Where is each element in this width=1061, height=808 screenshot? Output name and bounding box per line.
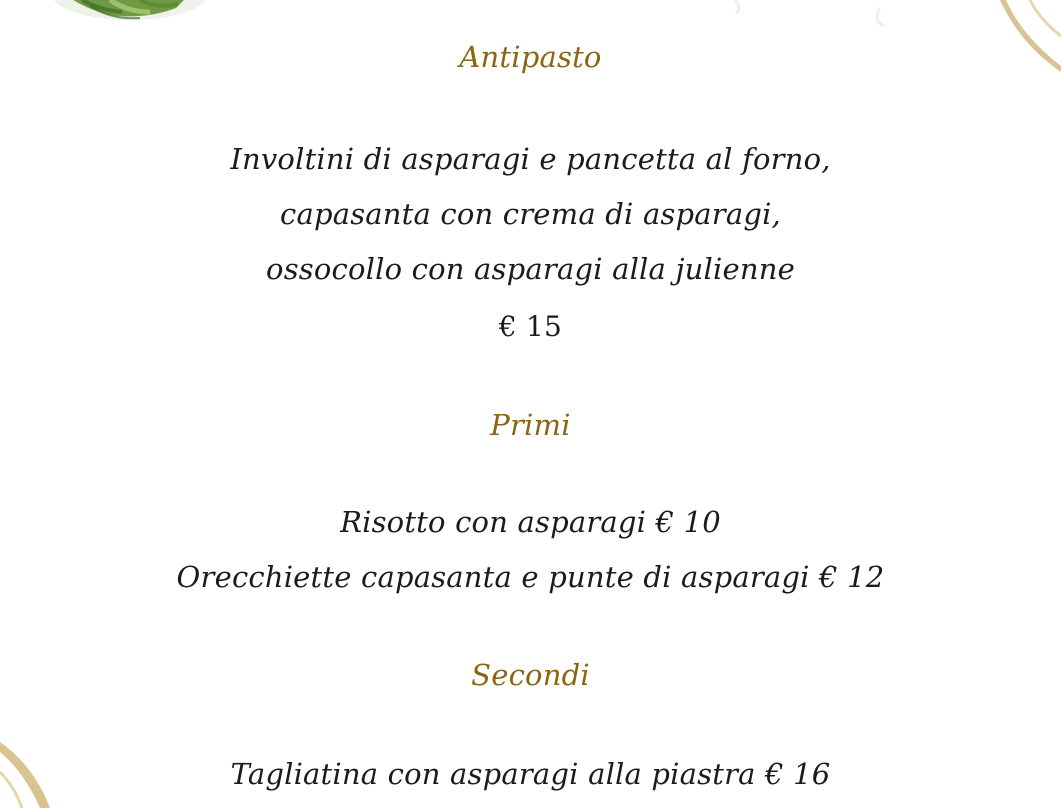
antipasto-line-2: capasanta con crema di asparagi,	[280, 197, 781, 231]
primi-heading: Primi	[490, 408, 571, 442]
secondi-heading: Secondi	[471, 658, 590, 692]
secondi-item-1: Tagliatina con asparagi alla piastra € 16	[230, 757, 831, 791]
primi-item-1: Risotto con asparagi € 10	[340, 505, 721, 539]
antipasto-price: € 15	[498, 310, 563, 343]
asparagus-photo-icon	[52, 0, 208, 20]
primi-item-2: Orecchiette capasanta e punte di asparagi € 12	[176, 560, 885, 594]
antipasto-line-3: ossocollo con asparagi alla julienne	[266, 252, 795, 286]
antipasto-line-1: Involtini di asparagi e pancetta al forno,	[230, 142, 831, 176]
antipasto-heading: Antipasto	[459, 40, 602, 74]
